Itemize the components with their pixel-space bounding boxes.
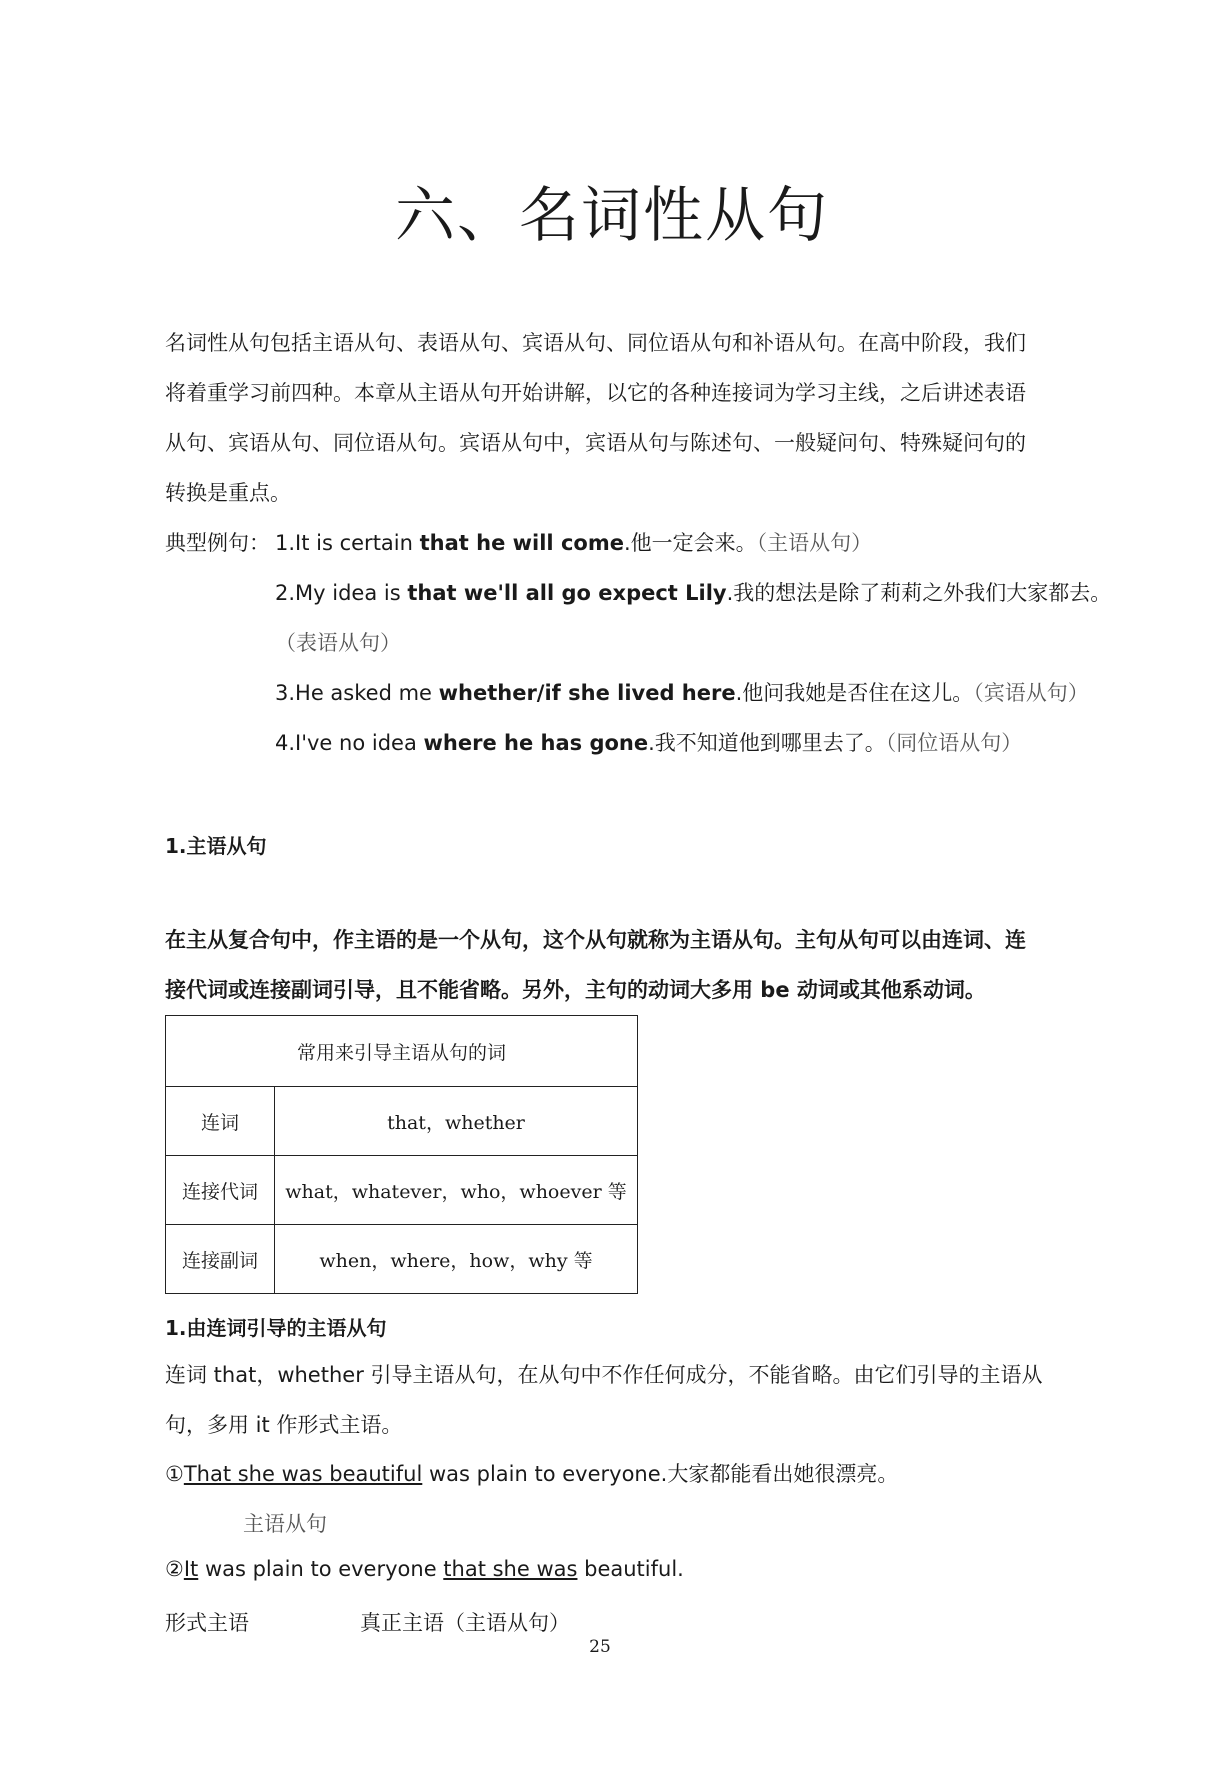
section-heading: 1.主语从句 (165, 834, 267, 858)
example-1: 1.It is certain that he will come.他一定会来。（主语从句） (275, 531, 873, 555)
table-cell-category: 连接代词 (166, 1156, 275, 1225)
table-cell-words: when，where，how，why 等 (275, 1225, 638, 1294)
table-row (166, 1087, 638, 1156)
example-3: 3.He asked me whether/if she lived here.他问我她是否住在这儿。（宾语从句） (275, 681, 1089, 705)
example-4: 4.I've no idea where he has gone.我不知道他到哪里去了。（同位语从句） (275, 731, 1023, 755)
definition-paragraph: 在主从复合句中，作主语的是一个从句，这个从句就称为主语从句。主句从句可以由连词、连接代词或连接副词引导，且不能省略。另外，主句的动词大多用 be 动词或其他系动词。 (165, 928, 1026, 1002)
table-row (166, 1156, 638, 1225)
example-sentence-2: ②It was plain to everyone that she was beautiful. (165, 1557, 684, 1581)
table-row (166, 1225, 638, 1294)
subsection-heading: 1.由连词引导的主语从句 (165, 1316, 387, 1340)
intro-paragraph: 名词性从句包括主语从句、表语从句、宾语从句、同位语从句和补语从句。在高中阶段，我们将着重学习前四种。本章从主语从句开始讲解，以它的各种连接词为学习主线，之后讲述表语从句、宾语从句、同位语从句。宾语从句中，宾语从句与陈述句、一般疑问句、特殊疑问句的转换是重点。 (165, 331, 1026, 505)
table-caption: 常用来引导主语从句的词 (166, 1016, 638, 1087)
real-subject-note: 真正主语（主语从句） (360, 1611, 570, 1635)
table-cell-category: 连词 (166, 1087, 275, 1156)
example-2-tag: （表语从句） (275, 631, 401, 655)
table-cell-category: 连接副词 (166, 1225, 275, 1294)
page-title: 六、名词性从句 (395, 181, 829, 251)
subsection-paragraph: 连词 that，whether 引导主语从句，在从句中不作任何成分，不能省略。由它们引导的主语从句，多用 it 作形式主语。 (165, 1363, 1043, 1437)
subject-clause-note: 主语从句 (243, 1512, 327, 1536)
example-sentence-1: ①That she was beautiful was plain to everyone.大家都能看出她很漂亮。 (165, 1462, 899, 1486)
table-cell-words: that，whether (275, 1087, 638, 1156)
formal-subject-note: 形式主语 (165, 1611, 249, 1635)
connective-table (165, 1015, 638, 1294)
examples-label: 典型例句： (165, 531, 270, 555)
table-cell-words: what，whatever，who，whoever 等 (275, 1156, 638, 1225)
page-number: 25 (589, 1637, 611, 1657)
example-2: 2.My idea is that we'll all go expect Lily.我的想法是除了莉莉之外我们大家都去。 (275, 581, 1112, 605)
